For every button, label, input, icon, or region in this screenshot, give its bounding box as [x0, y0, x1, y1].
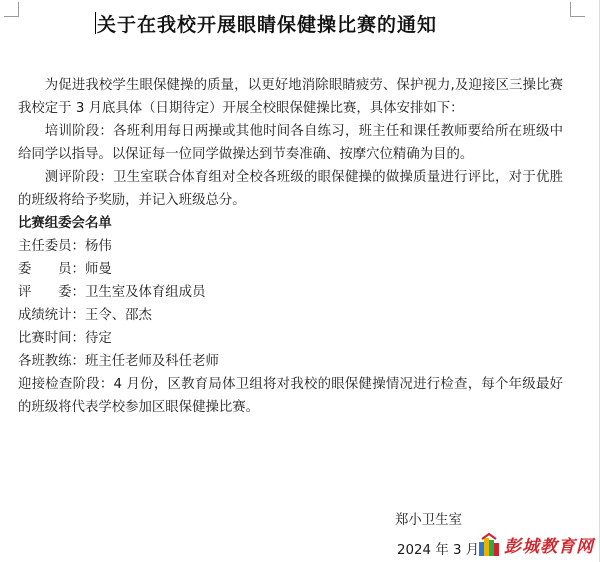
signature-organization[interactable]: 郑小卫生室 [395, 513, 462, 528]
committee-heading[interactable]: 比赛组委会名单 [18, 216, 112, 231]
committee-line-coaches[interactable]: 各班教练：班主任老师及科任老师 [18, 354, 219, 369]
committee-line-director[interactable]: 主任委员：杨伟 [18, 239, 112, 254]
committee-line-scoring[interactable]: 成绩统计：王令、邵杰 [18, 308, 152, 323]
committee-line-member[interactable]: 委 员：师曼 [18, 262, 112, 277]
signature-date[interactable]: 2024 年 3 月 [397, 543, 480, 558]
inspection-paragraph[interactable]: 迎接检查阶段：4 月份，区教育局体卫组将对我校的眼保健操情况进行检查，每个年级最好的班级将代表学校参加区眼保健操比赛。 [18, 377, 563, 415]
document-body[interactable] [18, 74, 563, 419]
intro-paragraph[interactable]: 为促进我校学生眼保健操的质量，以更好地消除眼睛疲劳、保护视力,及迎接区三操比赛我校定于 3 月底具体（日期待定）开展全校眼保健操比赛，具体安排如下： [18, 78, 563, 116]
committee-line-time[interactable]: 比赛时间：待定 [18, 331, 112, 346]
site-watermark [478, 532, 594, 557]
watermark-text: 彭城教育网 [504, 537, 594, 557]
margin-corner-mark [4, 2, 19, 17]
training-paragraph[interactable]: 培训阶段：各班利用每日两操或其他时间各自练习，班主任和课任教师要给所在班级中给同学以指导。以保证每一位同学做操达到节奏准确、按摩穴位精确为目的。 [18, 124, 563, 162]
margin-corner-mark [570, 2, 585, 17]
books-logo-icon [478, 533, 500, 557]
evaluation-paragraph[interactable]: 测评阶段：卫生室联合体育组对全校各班级的眼保健操的做操质量进行评比，对于优胜的班级将给予奖励，并记入班级总分。 [18, 170, 563, 208]
text-cursor [95, 12, 96, 34]
document-title[interactable]: 关于在我校开展眼睛保健操比赛的通知 [97, 14, 438, 36]
committee-line-judges[interactable]: 评 委：卫生室及体育组成员 [18, 285, 206, 300]
